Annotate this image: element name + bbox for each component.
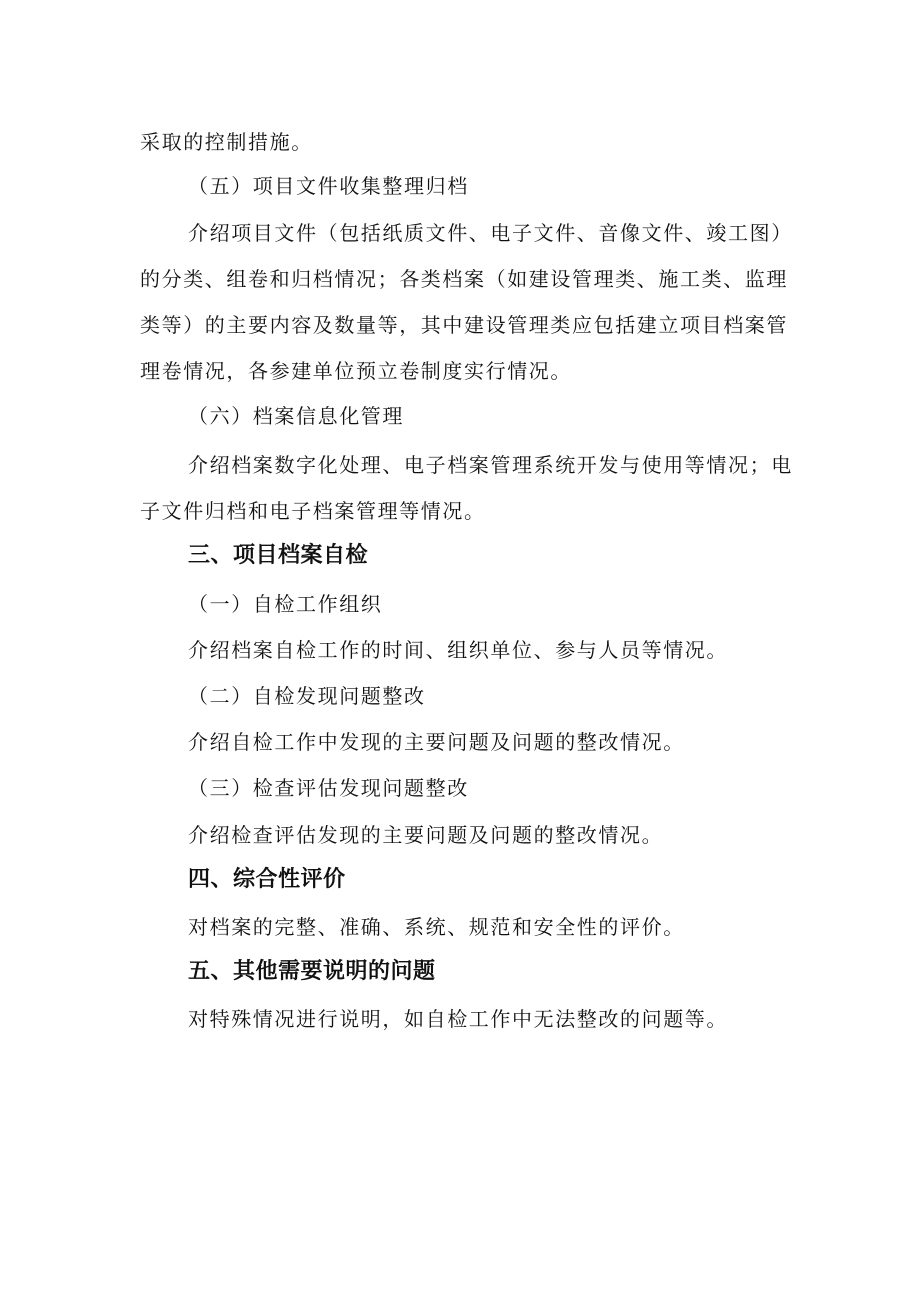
subsection-heading: （三）检查评估发现问题整改 [188, 776, 469, 800]
paragraph-line: 对档案的完整、准确、系统、规范和安全性的评价。 [188, 915, 685, 939]
section-heading: 四、综合性评价 [188, 867, 346, 892]
paragraph-line: 理卷情况，各参建单位预立卷制度实行情况。 [140, 359, 572, 383]
subsection-heading: （二）自检发现问题整改 [188, 684, 426, 708]
section-heading: 五、其他需要说明的问题 [188, 959, 436, 984]
paragraph-line: 介绍项目文件（包括纸质文件、电子文件、音像文件、竣工图） [188, 221, 793, 245]
subsection-heading: （一）自检工作组织 [188, 592, 383, 616]
paragraph-line: 介绍档案数字化处理、电子档案管理系统开发与使用等情况；电 [188, 453, 793, 477]
paragraph-line: 介绍自检工作中发现的主要问题及问题的整改情况。 [188, 730, 685, 754]
subsection-heading: （六）档案信息化管理 [188, 404, 404, 428]
paragraph-line: 的分类、组卷和归档情况；各类档案（如建设管理类、施工类、监理 [140, 267, 788, 291]
paragraph-line: 类等）的主要内容及数量等，其中建设管理类应包括建立项目档案管 [140, 313, 788, 337]
paragraph-line: 对特殊情况进行说明，如自检工作中无法整改的问题等。 [188, 1007, 728, 1031]
section-heading: 三、项目档案自检 [188, 543, 369, 568]
paragraph-line: 介绍档案自检工作的时间、组织单位、参与人员等情况。 [188, 638, 728, 662]
subsection-heading: （五）项目文件收集整理归档 [188, 174, 469, 198]
paragraph-line: 介绍检查评估发现的主要问题及问题的整改情况。 [188, 823, 664, 847]
paragraph-line: 子文件归档和电子档案管理等情况。 [140, 499, 486, 523]
paragraph-line: 采取的控制措施。 [140, 130, 313, 154]
